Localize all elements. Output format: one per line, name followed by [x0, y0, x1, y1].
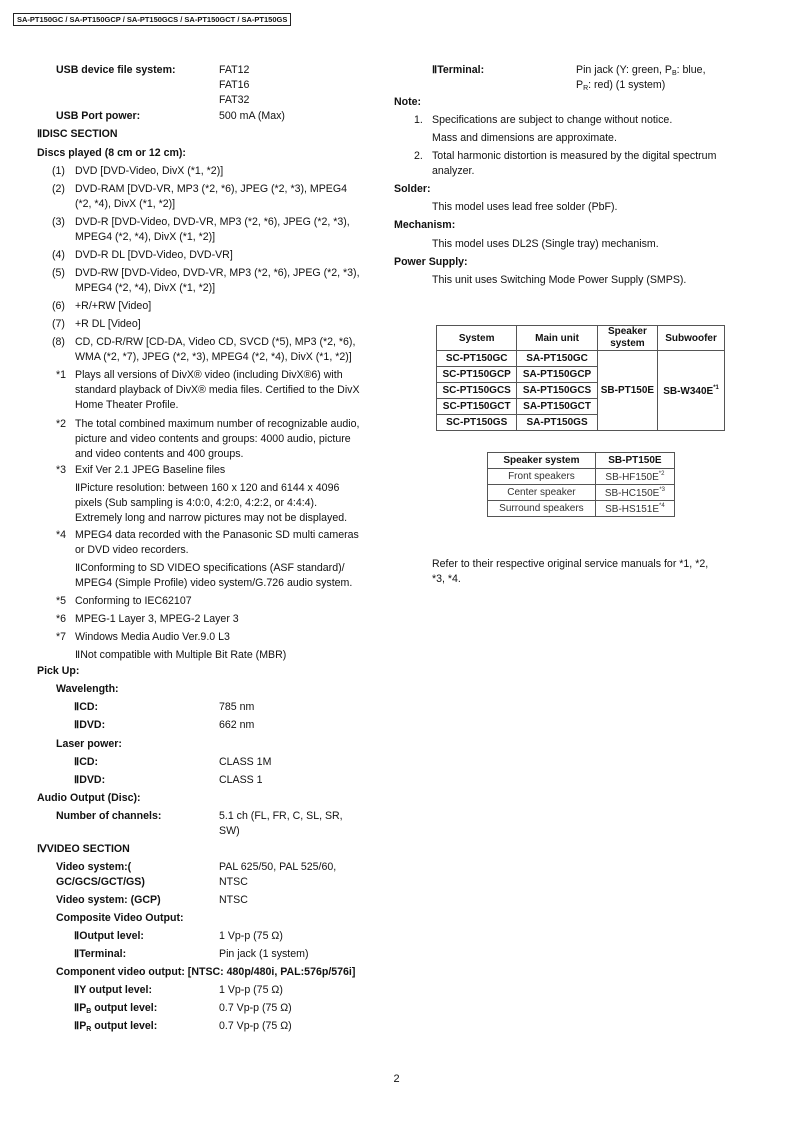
solder-heading: Solder: — [394, 183, 431, 195]
usb-fs-value-1: FAT12 — [219, 64, 250, 76]
disc-item-number: (4) — [52, 249, 65, 261]
spk-cell-type: Center speaker — [488, 485, 596, 501]
video-gcp-value: NTSC — [219, 894, 248, 906]
footnote-text: Home Theater Profile. — [75, 399, 179, 411]
disc-item-text: DVD-R [DVD-Video, DVD-VR, MP3 (*2, *6), JPEG (*2, *3), — [75, 216, 350, 228]
solder-text: This model uses lead free solder (PbF). — [432, 201, 618, 213]
usb-fs-value-2: FAT16 — [219, 79, 250, 91]
footnote-text: Windows Media Audio Ver.9.0 L3 — [75, 631, 230, 643]
sys-cell-system: SC-PT150GS — [437, 415, 517, 431]
sys-header-subwoofer: Subwoofer — [658, 326, 725, 351]
disc-section-heading: ⅡDISC SECTION — [37, 128, 118, 140]
y-level-value: 1 Vp-p (75 Ω) — [219, 984, 283, 996]
channels-value-1: 5.1 ch (FL, FR, C, SL, SR, — [219, 810, 343, 822]
refer-line-1: Refer to their respective original service manuals for *1, *2, — [432, 558, 709, 570]
footnote-text: ⅡNot compatible with Multiple Bit Rate (MBR) — [75, 649, 287, 661]
cd-laser-label: ⅡCD: — [74, 756, 99, 768]
disc-item-text: (*2, *4), DivX (*1, *2)] — [75, 198, 176, 210]
sys-header-main-unit: Main unit — [517, 326, 597, 351]
footnote-mark: *4 — [56, 529, 67, 541]
mechanism-text: This model uses DL2S (Single tray) mechanism. — [432, 238, 659, 250]
note-2-number: 2. — [414, 150, 423, 162]
sys-header-system: System — [437, 326, 517, 351]
usb-power-label: USB Port power: — [56, 110, 141, 122]
spk-cell-model: $SB-HF150E^{*2}$ — [595, 469, 674, 485]
footnote-text: MPEG4 (Simple Profile) video system/G.726 audio system. — [75, 577, 353, 589]
spk-cell-type: Surround speakers — [488, 501, 596, 517]
footnote-text: standard playback of DivX® media files. Certified to the DivX — [75, 384, 360, 396]
page-number: 2 — [393, 1073, 400, 1085]
component-heading: Component video output: [NTSC: 480p/480i, PAL:576p/576i] — [56, 966, 356, 978]
laser-power-heading: Laser power: — [56, 738, 122, 750]
spk-header-model: SB-PT150E — [595, 453, 674, 469]
disc-item-text: CD, CD-R/RW [CD-DA, Video CD, SVCD (*5), MP3 (*2, *6), — [75, 336, 356, 348]
footnote-text: Extremely long and narrow pictures may not be displayed. — [75, 512, 348, 524]
video-section-heading: ⅣVIDEO SECTION — [37, 843, 130, 855]
composite-level-label: ⅡOutput level: — [74, 930, 144, 942]
disc-item-number: (5) — [52, 267, 65, 279]
disc-item-text: +R DL [Video] — [75, 318, 141, 330]
video-system-label-2: GC/GCS/GCT/GS) — [56, 876, 145, 888]
pb-level-value: 0.7 Vp-p (75 Ω) — [219, 1002, 292, 1014]
header-model-list: SA-PT150GC / SA-PT150GCP / SA-PT150GCS / SA-PT150GCT / SA-PT150GS — [13, 13, 291, 26]
footnote-text: pixels (Sub sampling is 4:0:0, 4:2:0, 4:2:2, or 4:4:4). — [75, 497, 318, 509]
footnote-text: Exif Ver 2.1 JPEG Baseline files — [75, 464, 226, 476]
pr-level-value: 0.7 Vp-p (75 Ω) — [219, 1020, 292, 1032]
disc-item-number: (1) — [52, 165, 65, 177]
terminal-value-right-1: Pin jack (Y: green, $P_B$: blue, — [576, 64, 706, 77]
disc-item-text: DVD-R DL [DVD-Video, DVD-VR] — [75, 249, 233, 261]
footnote-mark: *2 — [56, 418, 67, 430]
y-level-label: ⅡY output level: — [74, 984, 153, 996]
disc-item-text: DVD-RAM [DVD-VR, MP3 (*2, *6), JPEG (*2, *3), MPEG4 — [75, 183, 347, 195]
audio-output-heading: Audio Output (Disc): — [37, 792, 141, 804]
disc-item-text: DVD [DVD-Video, DivX (*1, *2)] — [75, 165, 224, 177]
usb-fs-value-3: FAT32 — [219, 94, 250, 106]
spk-cell-model: $SB-HS151E^{*4}$ — [595, 501, 674, 517]
footnote-text: ⅡPicture resolution: between 160 x 120 and 6144 x 4096 — [75, 482, 340, 494]
footnote-text: Plays all versions of DivX® video (including DivX®6) with — [75, 369, 343, 381]
disc-item-number: (6) — [52, 300, 65, 312]
usb-power-value: 500 mA (Max) — [219, 110, 285, 122]
refer-line-2: *3, *4. — [432, 573, 461, 585]
disc-item-number: (8) — [52, 336, 65, 348]
sys-cell-main: SA-PT150GCP — [517, 367, 597, 383]
sys-cell-system: SC-PT150GCS — [437, 383, 517, 399]
disc-item-number: (3) — [52, 216, 65, 228]
dvd-wavelength-value: 662 nm — [219, 719, 255, 731]
footnote-text: or DVD video recorders. — [75, 544, 189, 556]
footnote-text: ⅡConforming to SD VIDEO specifications (ASF standard)/ — [75, 562, 345, 574]
pickup-heading: Pick Up: — [37, 665, 80, 677]
sys-cell-main: SA-PT150GC — [517, 351, 597, 367]
composite-level-value: 1 Vp-p (75 Ω) — [219, 930, 283, 942]
disc-item-text: MPEG4 (*2, *4), DivX (*1, *2)] — [75, 231, 216, 243]
video-system-label-1: Video system:( — [56, 861, 132, 873]
cd-wavelength-label: ⅡCD: — [74, 701, 99, 713]
dvd-laser-label: ⅡDVD: — [74, 774, 106, 786]
discs-played-heading: Discs played (8 cm or 12 cm): — [37, 147, 186, 159]
mechanism-heading: Mechanism: — [394, 219, 456, 231]
pr-level-label: $ⅡP_R$ output level: — [74, 1020, 158, 1033]
footnote-text: picture and video contents and groups: 4000 audio, picture — [75, 433, 351, 445]
sys-cell-system: SC-PT150GC — [437, 351, 517, 367]
disc-item-text: +R/+RW [Video] — [75, 300, 152, 312]
composite-heading: Composite Video Output: — [56, 912, 184, 924]
disc-item-text: MPEG4 (*2, *4), DivX (*1, *2)] — [75, 282, 216, 294]
disc-item-text: WMA (*2, *7), JPEG (*2, *3), MPEG4 (*2, *4), DivX (*1, *2)] — [75, 351, 352, 363]
footnote-mark: *7 — [56, 631, 67, 643]
spk-header-system: Speaker system — [488, 453, 596, 469]
terminal-label-right: ⅡTerminal: — [432, 64, 485, 76]
footnote-mark: *1 — [56, 369, 67, 381]
sys-cell-speaker: SB-PT150E — [597, 351, 657, 431]
sys-cell-subwoofer: $SB-W340E^{*1}$ — [658, 351, 725, 431]
power-supply-text: This unit uses Switching Mode Power Supply (SMPS). — [432, 274, 687, 286]
sys-header-speaker: Speaker system — [597, 326, 657, 351]
footnote-text: The total combined maximum number of recognizable audio, — [75, 418, 360, 430]
note-1-line-1: Specifications are subject to change without notice. — [432, 114, 673, 126]
note-1-number: 1. — [414, 114, 423, 126]
disc-item-number: (7) — [52, 318, 65, 330]
footnote-mark: *5 — [56, 595, 67, 607]
composite-terminal-label: ⅡTerminal: — [74, 948, 127, 960]
disc-item-text: DVD-RW [DVD-Video, DVD-VR, MP3 (*2, *6), JPEG (*2, *3), — [75, 267, 360, 279]
composite-terminal-value: Pin jack (1 system) — [219, 948, 309, 960]
footnote-text: and video contents and 400 groups. — [75, 448, 244, 460]
disc-item-number: (2) — [52, 183, 65, 195]
video-gcp-label: Video system: (GCP) — [56, 894, 161, 906]
dvd-laser-value: CLASS 1 — [219, 774, 263, 786]
channels-value-2: SW) — [219, 825, 240, 837]
speaker-table — [487, 452, 675, 517]
sys-cell-main: SA-PT150GCS — [517, 383, 597, 399]
pb-level-label: $ⅡP_B$ output level: — [74, 1002, 158, 1015]
system-table — [436, 325, 725, 431]
footnote-text: MPEG4 data recorded with the Panasonic SD multi cameras — [75, 529, 359, 541]
spk-cell-model: $SB-HC150E^{*3}$ — [595, 485, 674, 501]
note-2-line-1: Total harmonic distortion is measured by the digital spectrum — [432, 150, 717, 162]
sys-cell-system: SC-PT150GCP — [437, 367, 517, 383]
footnote-mark: *3 — [56, 464, 67, 476]
sys-cell-main: SA-PT150GCT — [517, 399, 597, 415]
sys-cell-main: SA-PT150GS — [517, 415, 597, 431]
note-1-line-2: Mass and dimensions are approximate. — [432, 132, 617, 144]
video-system-value-1: PAL 625/50, PAL 525/60, — [219, 861, 337, 873]
footnote-text: MPEG-1 Layer 3, MPEG-2 Layer 3 — [75, 613, 239, 625]
dvd-wavelength-label: ⅡDVD: — [74, 719, 106, 731]
power-supply-heading: Power Supply: — [394, 256, 468, 268]
note-2-line-2: analyzer. — [432, 165, 475, 177]
usb-fs-label: USB device file system: — [56, 64, 176, 76]
note-heading: Note: — [394, 96, 422, 108]
footnote-text: Conforming to IEC62107 — [75, 595, 192, 607]
video-system-value-2: NTSC — [219, 876, 248, 888]
spk-cell-type: Front speakers — [488, 469, 596, 485]
channels-label: Number of channels: — [56, 810, 162, 822]
footnote-mark: *6 — [56, 613, 67, 625]
cd-laser-value: CLASS 1M — [219, 756, 272, 768]
cd-wavelength-value: 785 nm — [219, 701, 255, 713]
wavelength-heading: Wavelength: — [56, 683, 119, 695]
terminal-value-right-2: $P_R$: red) (1 system) — [576, 79, 666, 92]
sys-cell-system: SC-PT150GCT — [437, 399, 517, 415]
